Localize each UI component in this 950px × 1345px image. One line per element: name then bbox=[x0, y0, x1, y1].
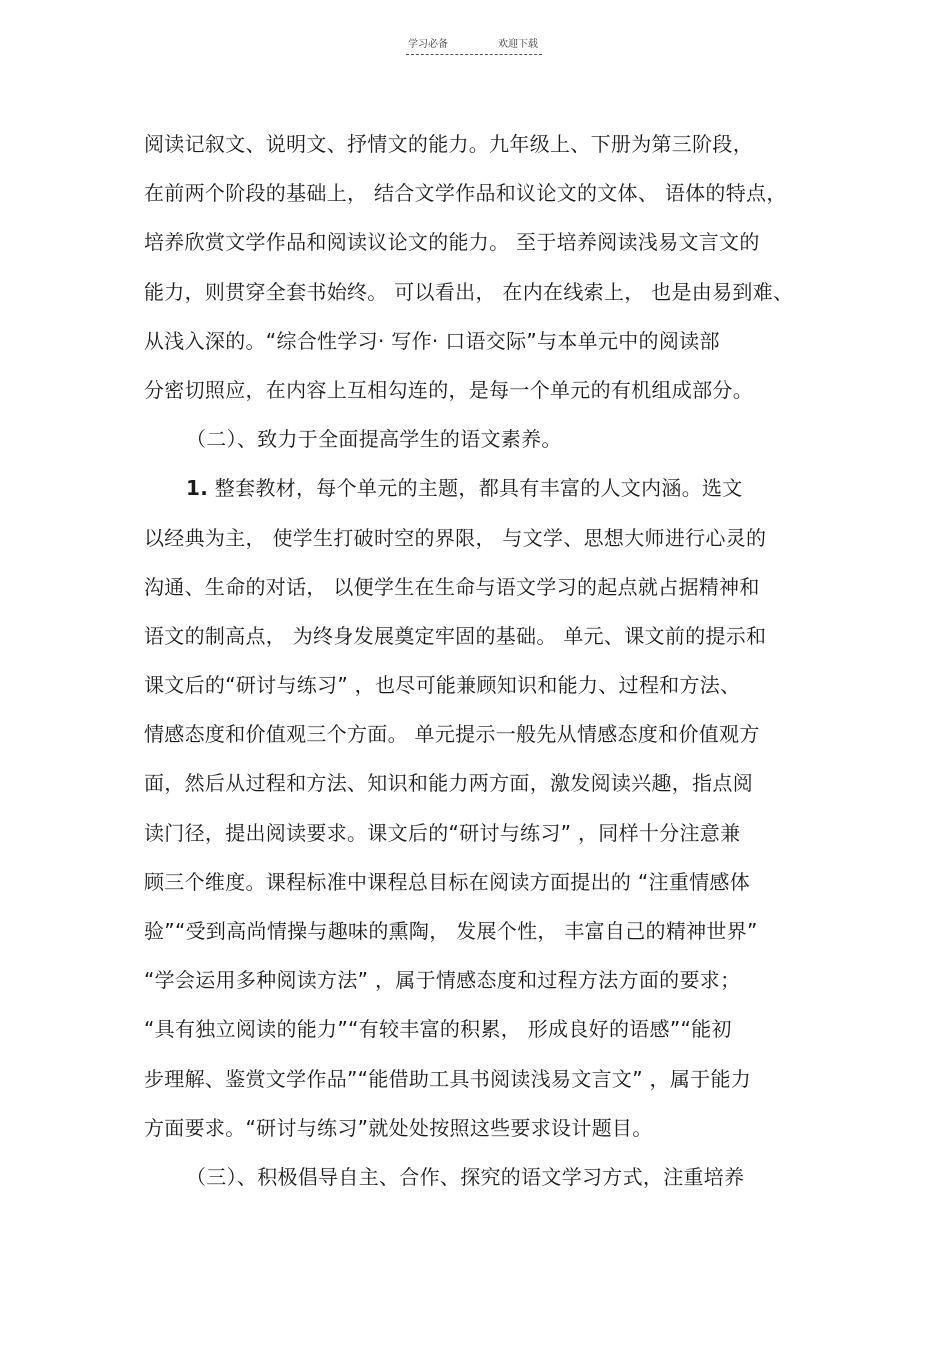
text-line: 分密切照应，在内容上互相勾连的，是每一个单元的有机组成部分。 bbox=[144, 377, 753, 402]
text-line: 顾三个维度。课程标准中课程总目标在阅读方面提出的 “注重情感体 bbox=[144, 869, 751, 894]
text-line: “学会运用多种阅读方法” ，属于情感态度和过程方法方面的要求； bbox=[144, 968, 741, 993]
text-line: 整套教材，每个单元的主题，都具有丰富的人文内涵。选文 bbox=[214, 476, 743, 501]
text-line: 课文后的“研讨与练习” ，也尽可能兼顾知识和能力、过程和方法、 bbox=[144, 673, 741, 698]
text-line: 步理解、鉴赏文学作品”“能借助工具书阅读浅易文言文” ，属于能力 bbox=[144, 1066, 752, 1091]
text-line: 以经典为主， 使学生打破时空的界限， 与文学、思想大师进行心灵的 bbox=[144, 525, 767, 550]
text-line: 能力，则贯穿全套书始终。 可以看出， 在内在线索上， 也是由易到难、 bbox=[144, 279, 794, 304]
text-line: 在前两个阶段的基础上， 结合文学作品和议论文的文体、 语体的特点， bbox=[144, 181, 787, 206]
header-left-text: 学习必备 bbox=[408, 39, 448, 50]
numbered-paragraph-start bbox=[144, 464, 834, 513]
text-line: 语文的制高点， 为终身发展奠定牢固的基础。 单元、课文前的提示和 bbox=[144, 623, 767, 648]
text-line: 读门径，提出阅读要求。课文后的“研讨与练习” ，同样十分注意兼 bbox=[144, 820, 741, 845]
text-line: 沟通、生命的对话， 以便学生在生命与语文学习的起点就占据精神和 bbox=[144, 574, 760, 599]
header-right-text: 欢迎下载 bbox=[498, 39, 538, 50]
section-heading: （二）、致力于全面提高学生的语文素养。 bbox=[186, 427, 562, 452]
text-line: 从浅入深的。“综合性学习· 写作· 口语交际”与本单元中的阅读部 bbox=[144, 328, 720, 353]
text-line: 培养欣赏文学作品和阅读议论文的能力。 至于培养阅读浅易文言文的 bbox=[144, 230, 760, 255]
section-heading: （三）、积极倡导自主、合作、探究的语文学习方式，注重培养 bbox=[186, 1164, 745, 1189]
text-line: 面，然后从过程和方法、知识和能力两方面，激发阅读兴趣，指点阅 bbox=[144, 771, 753, 796]
text-line: 情感态度和价值观三个方面。 单元提示一般先从情感态度和价值观方 bbox=[144, 722, 760, 747]
text-line: 阅读记叙文、说明文、抒情文的能力。九年级上、下册为第三阶段， bbox=[144, 132, 753, 156]
text-line: “具有独立阅读的能力”“有较丰富的积累， 形成良好的语感”“能初 bbox=[144, 1017, 732, 1042]
document-body bbox=[144, 120, 834, 1202]
text-line: 方面要求。“研讨与练习”就处处按照这些要求设计题目。 bbox=[144, 1115, 653, 1140]
item-number: 1. bbox=[186, 476, 209, 501]
text-line: 验”“受到高尚情操与趣味的熏陶， 发展个性， 丰富自己的精神世界” bbox=[144, 919, 758, 943]
header-rule bbox=[406, 54, 542, 55]
